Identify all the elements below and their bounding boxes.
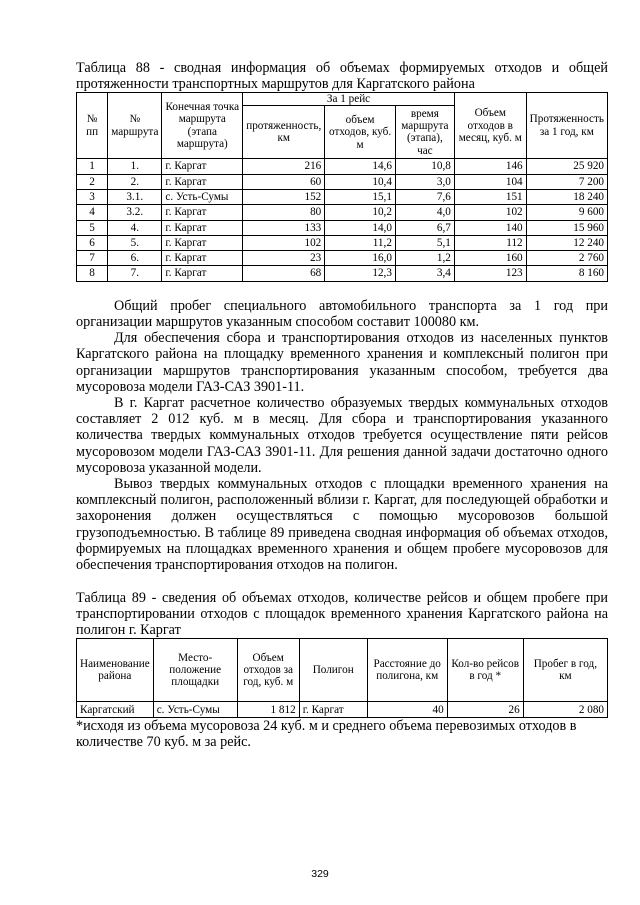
cell-endpoint: г. Каргат	[162, 205, 243, 220]
cell-endpoint: г. Каргат	[162, 159, 243, 174]
cell-length: 133	[243, 220, 325, 235]
cell-length: 68	[243, 266, 325, 281]
header-annual-length: Протяженность за 1 год, км	[526, 93, 607, 159]
cell-num: 3	[77, 190, 108, 205]
cell-time: 10,8	[395, 159, 454, 174]
cell-endpoint: г. Каргат	[162, 220, 243, 235]
header-trips: Кол-во рейсов в год *	[447, 639, 523, 702]
paragraph: Вывоз твердых коммунальных отходов с площадки временного хранения на комплексный полигон, расположенный вблизи г. Каргат, для последующей обработки и захоронения должен осуществляться с помощью мусоровозов большой грузоподъемностью. В таблице 89 приведена сводная информация об объемах отходов, формируемых на площадках временного хранения и общем пробеге мусоровозов для обеспечения транспортирования отходов на полигон.	[76, 476, 608, 574]
header-per-trip: За 1 рейс	[243, 93, 455, 106]
cell-annual: 7 200	[526, 174, 607, 189]
footnote: *исходя из объема мусоровоза 24 куб. м и среднего объема перевозимых отходов в количестве 70 куб. м за рейс.	[76, 718, 577, 751]
cell-volume: 14,0	[325, 220, 396, 235]
paragraph: Для обеспечения сбора и транспортирования отходов из населенных пунктов Каргатского района на площадку временного хранения и комплексный полигон при организации маршрутов транспортирования указанным способом, требуется два мусоровоза модели ГАЗ-САЗ 3901-11.	[76, 330, 608, 395]
cell-monthly: 102	[454, 205, 526, 220]
cell-monthly: 146	[454, 159, 526, 174]
table-89-caption: Таблица 89 - сведения об объемах отходов, количестве рейсов и общем пробеге при транспортировании отходов с площадок временного хранения Каргатского района на полигон г. Каргат	[76, 590, 608, 639]
header-endpoint: Конечная точка маршрута (этапа маршрута)	[162, 93, 243, 159]
table-row	[77, 205, 608, 220]
cell-length: 216	[243, 159, 325, 174]
header-distance: Расстояние до полигона, км	[367, 639, 447, 702]
cell-volume: 15,1	[325, 190, 396, 205]
page-number: 329	[311, 868, 329, 880]
cell-route: 4.	[108, 220, 162, 235]
cell-volume: 14,6	[325, 159, 396, 174]
cell-annual: 25 920	[526, 159, 607, 174]
cell-monthly: 123	[454, 266, 526, 281]
table-88-caption: Таблица 88 - сводная информация об объемах формируемых отходов и общей протяженности транспортных маршрутов для Каргатского района	[76, 60, 608, 92]
cell-num: 1	[77, 159, 108, 174]
table-row	[77, 702, 608, 718]
cell-time: 1,2	[395, 251, 454, 266]
header-volume: объем отходов, куб. м	[325, 106, 396, 159]
cell-endpoint: г. Каргат	[162, 266, 243, 281]
cell-endpoint: г. Каргат	[162, 174, 243, 189]
cell-volume: 12,3	[325, 266, 396, 281]
table-89	[76, 638, 608, 718]
cell-landfill: г. Каргат	[299, 702, 367, 718]
cell-volume: 10,4	[325, 174, 396, 189]
cell-annual: 18 240	[526, 190, 607, 205]
cell-time: 3,0	[395, 174, 454, 189]
table-row	[77, 174, 608, 189]
cell-endpoint: с. Усть-Сумы	[162, 190, 243, 205]
cell-annual: 8 160	[526, 266, 607, 281]
header-length: протяженность, км	[243, 106, 325, 159]
header-landfill: Полигон	[299, 639, 367, 702]
paragraph: В г. Каргат расчетное количество образуемых твердых коммунальных отходов составляет 2 012 куб. м в месяц. Для сбора и транспортирования указанного количества твердых коммунальных отходов требуется осуществление пяти рейсов мусоровозом модели ГАЗ-САЗ 3901-11. Для решения данной задачи достаточно одного мусоровоза указанной модели.	[76, 395, 608, 476]
header-monthly-volume: Объем отходов в месяц, куб. м	[454, 93, 526, 159]
cell-annual: 12 240	[526, 235, 607, 250]
document-page	[76, 60, 608, 751]
cell-monthly: 104	[454, 174, 526, 189]
cell-time: 7,6	[395, 190, 454, 205]
header-mileage: Пробег в год, км	[523, 639, 607, 702]
cell-annual: 9 600	[526, 205, 607, 220]
header-num: № пп	[77, 93, 108, 159]
cell-num: 2	[77, 174, 108, 189]
cell-length: 80	[243, 205, 325, 220]
cell-num: 4	[77, 205, 108, 220]
cell-length: 60	[243, 174, 325, 189]
cell-volume: 16,0	[325, 251, 396, 266]
cell-endpoint: г. Каргат	[162, 235, 243, 250]
cell-time: 4,0	[395, 205, 454, 220]
cell-time: 5,1	[395, 235, 454, 250]
header-route: № маршрута	[108, 93, 162, 159]
cell-annual: 2 760	[526, 251, 607, 266]
table-88-body	[77, 159, 608, 281]
cell-length: 102	[243, 235, 325, 250]
cell-volume: 11,2	[325, 235, 396, 250]
cell-time: 3,4	[395, 266, 454, 281]
cell-time: 6,7	[395, 220, 454, 235]
header-time: время маршрута (этапа), час	[395, 106, 454, 159]
cell-endpoint: г. Каргат	[162, 251, 243, 266]
cell-length: 23	[243, 251, 325, 266]
cell-num: 5	[77, 220, 108, 235]
cell-district: Каргатский	[77, 702, 154, 718]
cell-route: 2.	[108, 174, 162, 189]
cell-trips: 26	[447, 702, 523, 718]
cell-annual: 15 960	[526, 220, 607, 235]
cell-route: 5.	[108, 235, 162, 250]
cell-monthly: 151	[454, 190, 526, 205]
cell-monthly: 160	[454, 251, 526, 266]
cell-length: 152	[243, 190, 325, 205]
cell-route: 6.	[108, 251, 162, 266]
header-location: Место-положение площадки	[153, 639, 237, 702]
table-row	[77, 266, 608, 281]
header-annual-volume: Объем отходов за год, куб. м	[237, 639, 299, 702]
table-row	[77, 220, 608, 235]
table-row	[77, 235, 608, 250]
cell-route: 7.	[108, 266, 162, 281]
cell-num: 6	[77, 235, 108, 250]
cell-monthly: 112	[454, 235, 526, 250]
cell-num: 7	[77, 251, 108, 266]
cell-monthly: 140	[454, 220, 526, 235]
header-district: Наименование района	[77, 639, 154, 702]
paragraph: Общий пробег специального автомобильного транспорта за 1 год при организации маршрутов указанным способом составит 100080 км.	[76, 297, 608, 330]
cell-route: 3.2.	[108, 205, 162, 220]
cell-num: 8	[77, 266, 108, 281]
cell-route: 3.1.	[108, 190, 162, 205]
cell-volume: 10,2	[325, 205, 396, 220]
table-row	[77, 159, 608, 174]
cell-route: 1.	[108, 159, 162, 174]
cell-location: с. Усть-Сумы	[153, 702, 237, 718]
cell-volume: 1 812	[237, 702, 299, 718]
table-row	[77, 251, 608, 266]
cell-distance: 40	[367, 702, 447, 718]
table-88	[76, 92, 608, 282]
table-row	[77, 190, 608, 205]
cell-mileage: 2 080	[523, 702, 607, 718]
